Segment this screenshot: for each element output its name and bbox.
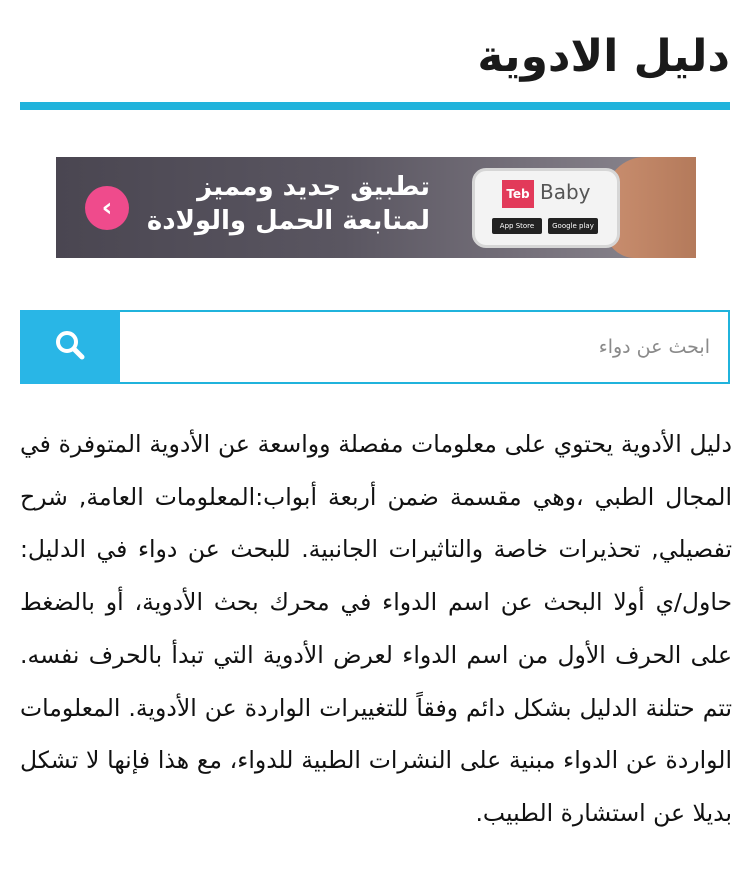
- search-icon: [53, 328, 87, 366]
- banner-text: [140, 170, 430, 238]
- app-logo: Teb: [502, 180, 534, 208]
- banner-arrow-button[interactable]: [85, 186, 129, 230]
- banner-line-2: لمتابعة الحمل والولادة: [146, 206, 430, 236]
- search-button[interactable]: [20, 310, 120, 384]
- app-store-badge[interactable]: App Store: [492, 218, 542, 234]
- description-text: دليل الأدوية يحتوي على معلومات مفصلة وواسعة عن الأدوية المتوفرة في المجال الطبي ،وهي مقسمة ضمن أربعة أبواب:المعلومات العامة, شرح تفصيلي, تحذيرات خاصة والتاثيرات الجانبية. للبحث عن دواء في الدليل: حاول/ي أولا البحث عن اسم الدواء في محرك بحث الأدوية، أو بالضغط على الحرف الأول من اسم الدواء لعرض الأدوية التي تبدأ بالحرف نفسه. تتم حتلنة الدليل بشكل دائم وفقاً للتغييرات الواردة عن الأدوية. المعلومات الواردة عن الدواء مبنية على النشرات الطبية للدواء، مع هذا فإنها لا تشكل بديلا عن استشارة الطبيب.: [20, 430, 732, 827]
- app-name: Baby: [540, 180, 591, 204]
- page-title: دليل الادوية: [477, 31, 730, 82]
- chevron-left-icon: ‹: [101, 193, 113, 223]
- banner-line-1: تطبيق جديد ومميز: [197, 172, 430, 202]
- google-play-badge[interactable]: Google play: [548, 218, 598, 234]
- title-underline: [20, 102, 730, 110]
- search-input[interactable]: [120, 312, 728, 382]
